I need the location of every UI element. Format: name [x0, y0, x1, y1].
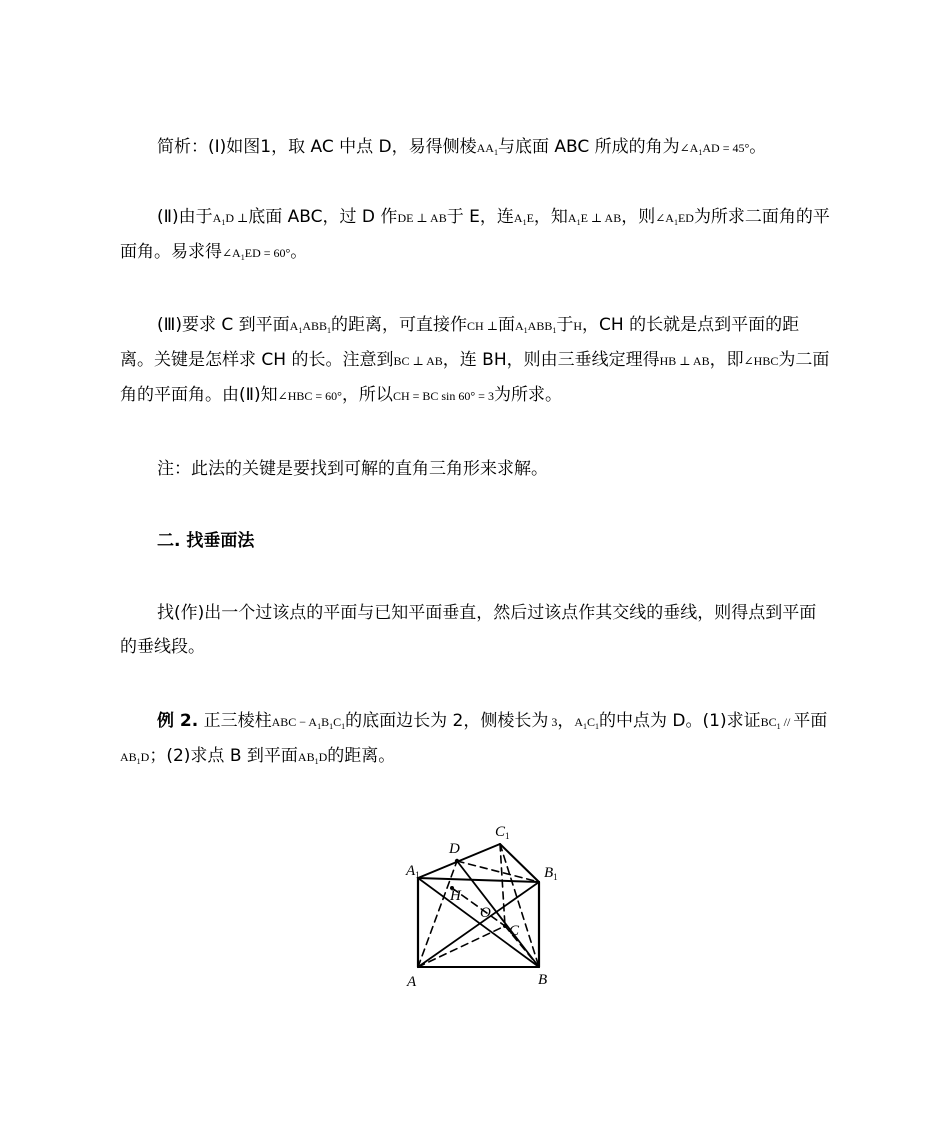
math-inline: $A_1E$ — [513, 211, 534, 227]
example-paragraph — [120, 704, 832, 774]
text: 面 — [498, 315, 515, 335]
note-paragraph: 注：此法的关键是要找到可解的直角三角形来求解。 — [157, 459, 548, 479]
text: ，知 — [533, 207, 568, 227]
label-A1: $A_1$ — [406, 863, 420, 880]
math-inline: $A_1E$ ⊥ AB — [567, 211, 622, 227]
analysis-paragraph-2 — [120, 200, 832, 270]
text: 于 E，连 — [446, 207, 514, 227]
prism-figure — [398, 818, 568, 993]
math-inline: $A_1C_1$ — [574, 715, 600, 731]
analysis-paragraph-3 — [120, 308, 832, 413]
label-B1: $B_1$ — [544, 865, 558, 882]
text: 为所求二面角的平面角。易求得 — [120, 207, 830, 262]
math-inline: $A_1D$ ⊥ — [212, 211, 249, 227]
text: (Ⅲ)要求 C 到平面 — [157, 315, 290, 335]
point-D — [455, 859, 459, 863]
edge-A1B1 — [418, 878, 539, 882]
text: ，则 — [621, 207, 656, 227]
analysis-paragraph-1 — [120, 130, 832, 165]
label-O: O — [480, 905, 491, 921]
text: 的底面边长为 2，侧棱长为 — [345, 711, 549, 731]
math-inline: $\angle A_1AD = 45^\circ$ — [679, 141, 750, 157]
math-inline: ∠HBC — [743, 354, 779, 368]
math-inline: H — [573, 319, 583, 333]
math-inline: $A_1ABB_1$ — [515, 319, 557, 335]
text: ，连 BH，则由三垂线定理得 — [442, 350, 660, 370]
text: 与底面 ABC 所成的角为 — [497, 137, 680, 157]
label-C: C — [509, 923, 520, 939]
text: 的中点为 D。(1)求证 — [599, 711, 761, 731]
math-inline: $AB_1D$ — [297, 750, 328, 766]
math-inline: 3 — [548, 715, 558, 729]
text: (Ⅱ)由于 — [157, 207, 213, 227]
text: 的距离，可直接作 — [331, 315, 468, 335]
label-D: D — [449, 841, 460, 857]
math-inline: CH ⊥ — [467, 319, 498, 333]
label-A: A — [407, 974, 417, 990]
section-heading: 二. 找垂面法 — [157, 531, 255, 551]
text: ；(2)求点 B 到平面 — [149, 746, 298, 766]
text: 的距离。 — [327, 746, 396, 766]
math-inline: ∠HBC = 60° — [277, 389, 342, 403]
label-H: H — [450, 888, 461, 904]
math-inline: HB ⊥ AB — [659, 354, 710, 368]
text: ，所以 — [341, 385, 393, 405]
math-inline: $BC_1$ // — [760, 715, 794, 731]
text: 。 — [749, 137, 767, 157]
math-inline: $AB_1D$ — [120, 750, 150, 766]
text: 底面 ABC，过 D 作 — [248, 207, 398, 227]
math-inline: CH = BC sin 60° = 3 — [392, 389, 494, 403]
math-inline: $\angle A_1ED = 60^\circ$ — [222, 246, 291, 262]
point-C — [503, 924, 507, 928]
label-B: B — [538, 972, 548, 988]
math-inline: BC ⊥ AB — [393, 354, 443, 368]
text: ，即 — [709, 350, 744, 370]
label-C1: $C_1$ — [495, 824, 510, 841]
method-paragraph: 找(作)出一个过该点的平面与已知平面垂直，然后过该点作其交线的垂线，则得点到平面的垂线段。 — [120, 603, 817, 657]
text: 平面 — [793, 711, 828, 731]
text: 于 — [556, 315, 574, 335]
text: ， — [557, 711, 575, 731]
text: 为所求。 — [493, 385, 562, 405]
text: 正三棱柱 — [203, 711, 272, 731]
math-inline: $AA_1$ — [476, 141, 498, 157]
text: ，CH 的长就是点到平面的距离。关键是怎样求 CH 的长。注意到 — [120, 315, 800, 370]
math-inline: DE ⊥ AB — [397, 211, 447, 225]
text: 简析：(Ⅰ)如图1，取 AC 中点 D，易得侧棱 — [157, 137, 477, 157]
example-label: 例 2. — [157, 711, 199, 731]
math-inline: ABC − $A_1B_1C_1$ — [271, 715, 346, 731]
text: 。 — [290, 242, 308, 262]
segment-DB — [457, 861, 539, 967]
math-inline: $A_1ABB_1$ — [289, 319, 332, 335]
text: 为二面角的平面角。由(Ⅱ)知 — [120, 350, 830, 405]
math-inline: $\angle A_1ED$ — [655, 211, 694, 227]
